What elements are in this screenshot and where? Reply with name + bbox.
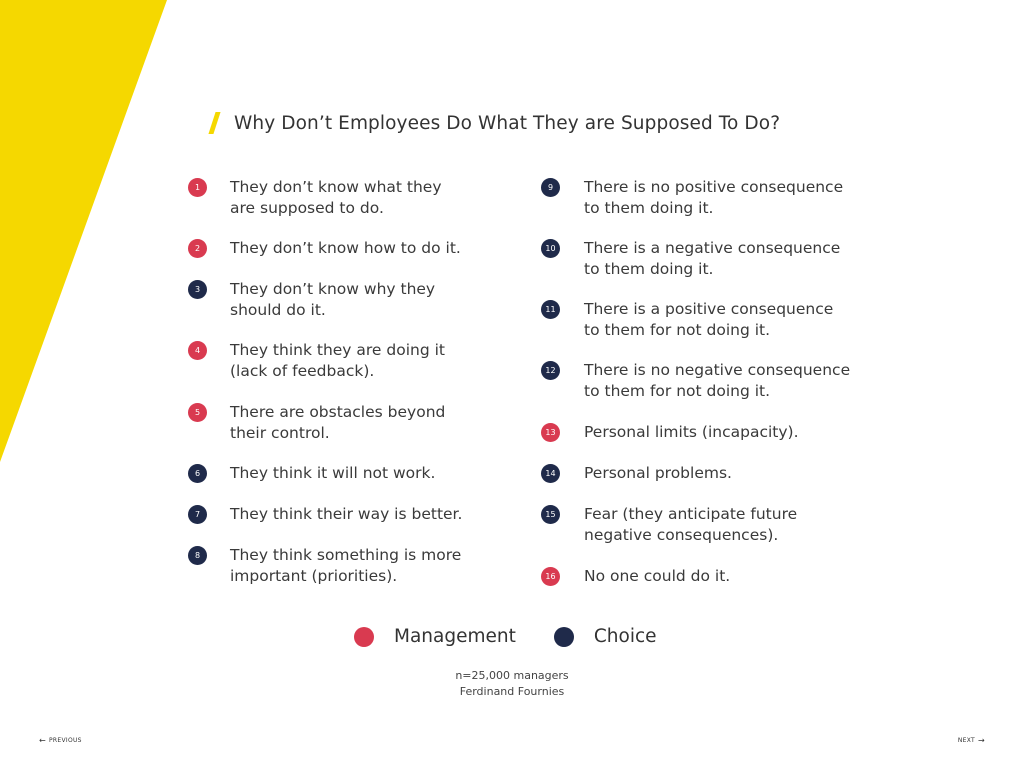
item-text: There is a positive consequence to them for not doing it.	[584, 300, 834, 339]
item-number-badge: 5	[188, 403, 207, 422]
list-item	[188, 279, 435, 321]
list-item	[188, 340, 445, 382]
list-item	[541, 177, 843, 219]
source-author: Ferdinand Fournies	[459, 685, 565, 698]
item-number-badge: 4	[188, 341, 207, 360]
previous-label: PREVIOUS	[49, 737, 82, 744]
item-number-badge: 16	[541, 567, 560, 586]
next-button[interactable]	[958, 736, 988, 745]
item-number-badge: 10	[541, 239, 560, 258]
list-item	[541, 238, 840, 280]
item-number-badge: 12	[541, 361, 560, 380]
item-text: Personal problems.	[584, 464, 732, 482]
item-text: No one could do it.	[584, 567, 731, 585]
item-number-badge: 15	[541, 505, 560, 524]
arrow-right-icon: →	[977, 736, 985, 745]
title-row	[212, 112, 780, 134]
legend-management-dot	[354, 627, 374, 647]
list-item	[188, 177, 442, 219]
next-label: NEXT	[957, 737, 975, 744]
item-text: There is no negative consequence to them for not doing it.	[584, 361, 851, 400]
item-text: They think they are doing it (lack of feedback).	[230, 341, 445, 380]
item-number-badge: 8	[188, 546, 207, 565]
source-note	[0, 668, 1024, 700]
yellow-band-shape	[0, 0, 167, 462]
item-number-badge: 13	[541, 423, 560, 442]
item-text: They think it will not work.	[230, 464, 436, 482]
source-sample-size: n=25,000 managers	[455, 669, 569, 682]
item-text: There is a negative consequence to them doing it.	[584, 239, 841, 278]
item-text: They don’t know what they are supposed to do.	[230, 178, 442, 217]
item-number-badge: 1	[188, 178, 207, 197]
item-text: They don’t know how to do it.	[230, 239, 461, 257]
item-text: There are obstacles beyond their control.	[230, 403, 446, 442]
item-text: There is no positive consequence to them doing it.	[584, 178, 844, 217]
list-item	[188, 402, 445, 444]
title-accent-slash	[208, 112, 220, 134]
legend-management-label: Management	[394, 626, 516, 647]
list-item	[541, 299, 833, 341]
item-number-badge: 6	[188, 464, 207, 483]
legend-choice-label: Choice	[593, 626, 657, 647]
item-text: Fear (they anticipate future negative consequences).	[584, 505, 798, 544]
item-text: Personal limits (incapacity).	[584, 423, 799, 441]
list-item	[541, 504, 797, 546]
item-text: They don’t know why they should do it.	[230, 280, 436, 319]
item-number-badge: 2	[188, 239, 207, 258]
list-item	[541, 566, 730, 587]
list-item	[541, 463, 732, 484]
item-number-badge: 14	[541, 464, 560, 483]
list-item	[188, 238, 461, 259]
list-item	[188, 463, 435, 484]
item-number-badge: 11	[541, 300, 560, 319]
item-text: They think something is more important (priorities).	[230, 546, 462, 585]
list-item	[541, 360, 850, 402]
item-number-badge: 7	[188, 505, 207, 524]
item-number-badge: 9	[541, 178, 560, 197]
item-text: They think their way is better.	[230, 505, 463, 523]
arrow-left-icon: ←	[39, 736, 47, 745]
legend	[354, 626, 657, 647]
list-item	[188, 545, 461, 587]
legend-choice-dot	[554, 627, 574, 647]
list-item	[188, 504, 462, 525]
previous-button[interactable]	[36, 736, 82, 745]
list-item	[541, 422, 799, 443]
item-number-badge: 3	[188, 280, 207, 299]
page-title: Why Don’t Employees Do What They are Supposed To Do?	[234, 112, 781, 134]
